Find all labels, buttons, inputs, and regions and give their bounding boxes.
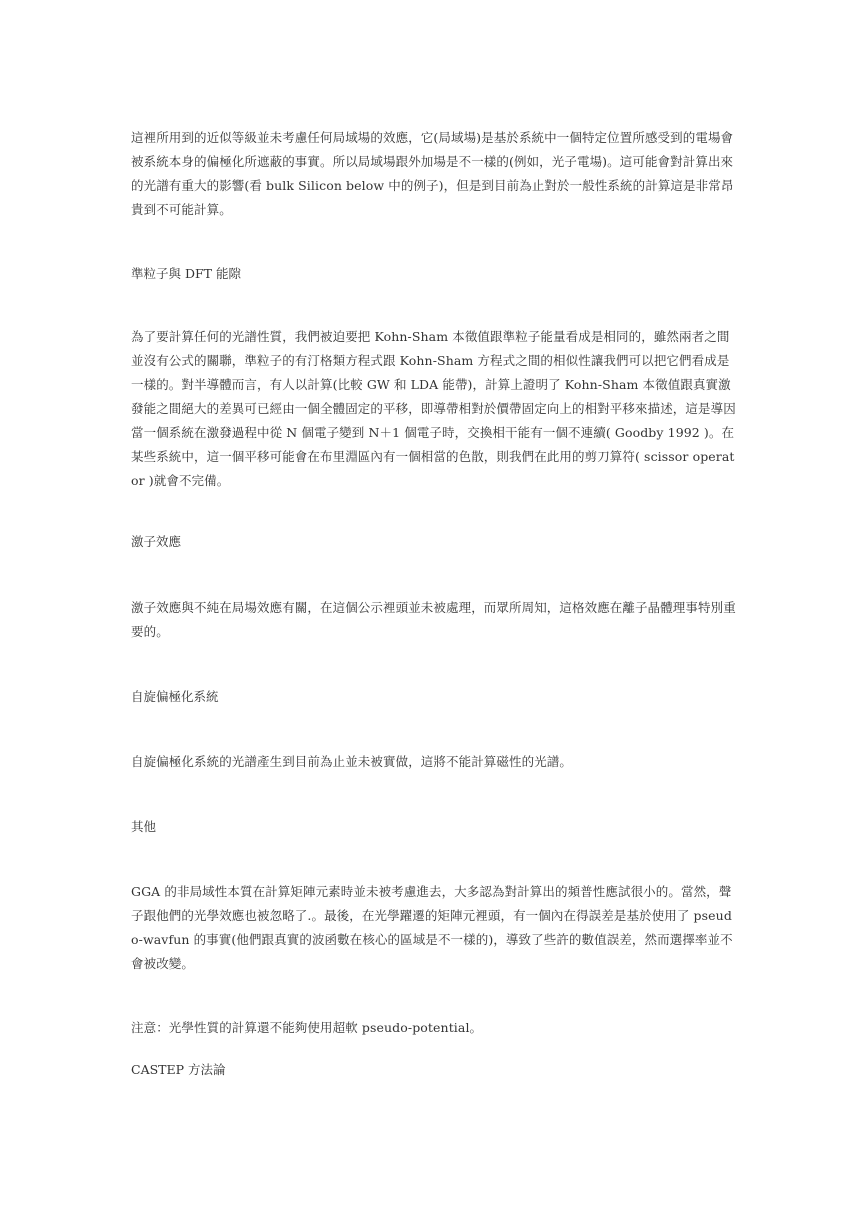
heading-quasiparticle-gap: 準粒子與 DFT 能隙 <box>131 266 241 281</box>
paragraph-spin-polarized: 自旋偏極化系統的光譜產生到目前為止並未被實做，這將不能計算磁性的光譜。 <box>131 754 573 769</box>
heading-castep-methodology: CASTEP 方法論 <box>131 1062 226 1077</box>
paragraph-quasiparticle: 為了要計算任何的光譜性質，我們被迫要把 Kohn-Sham 本徵值跟準粒子能量看成是相同的，雖然兩者之間並沒有公式的關聯，準粒子的有汀格類方程式跟 Kohn-Sham 方程式之間的相似性讓我們可以把它們看成是一樣的。對半導體而言，有人以計算(比較 GW 和 LDA 能帶)，計算上證明了 Kohn-Sham 本徵值跟真實激發能之間絕大的差異可已經由一個全體固定的平移，即導帶相對於價帶固定向上的相對平移來描述，這是導因當一個系統在激發過程中從 N 個電子變到 N＋1 個電子時，交換相干能有一個不連續( Goodby 1992 )。在某些系統中，這一個平移可能會在布里淵區內有一個相當的色散，則我們在此用的剪刀算符( scissor operator )就會不完備。 <box>131 329 736 488</box>
note-ultrasoft: 注意：光學性質的計算還不能夠使用超軟 pseudo-potential。 <box>131 1020 483 1035</box>
heading-other: 其他 <box>131 819 157 834</box>
heading-exciton: 激子效應 <box>131 534 182 549</box>
heading-spin-polarized: 自旋偏極化系統 <box>131 689 219 704</box>
paragraph-local-field: 這裡所用到的近似等級並未考慮任何局域場的效應，它(局域場)是基於系統中一個特定位置所感受到的電場會被系統本身的偏極化所遮蔽的事實。所以局域場跟外加場是不一樣的(例如，光子電場)。這可能會對計算出來的光譜有重大的影響(看 bulk Silicon below 中的例子)，但是到目前為止對於一般性系統的計算這是非常昂貴到不可能計算。 <box>131 130 734 217</box>
paragraph-other: GGA 的非局域性本質在計算矩陣元素時並未被考慮進去，大多認為對計算出的頻普性應試很小的。當然，聲子跟他們的光學效應也被忽略了.。最後，在光學躍遷的矩陣元裡頭，有一個內在得誤差是基於使用了 pseudo-wavfun 的事實(他們跟真實的波函數在核心的區域是不一樣的)，導致了些許的數值誤差，然而選擇率並不會被改變。 <box>131 884 733 971</box>
paragraph-exciton: 激子效應與不純在局場效應有關，在這個公示裡頭並未被處理，而眾所周知，這格效應在離子晶體理事特別重要的。 <box>131 600 736 639</box>
